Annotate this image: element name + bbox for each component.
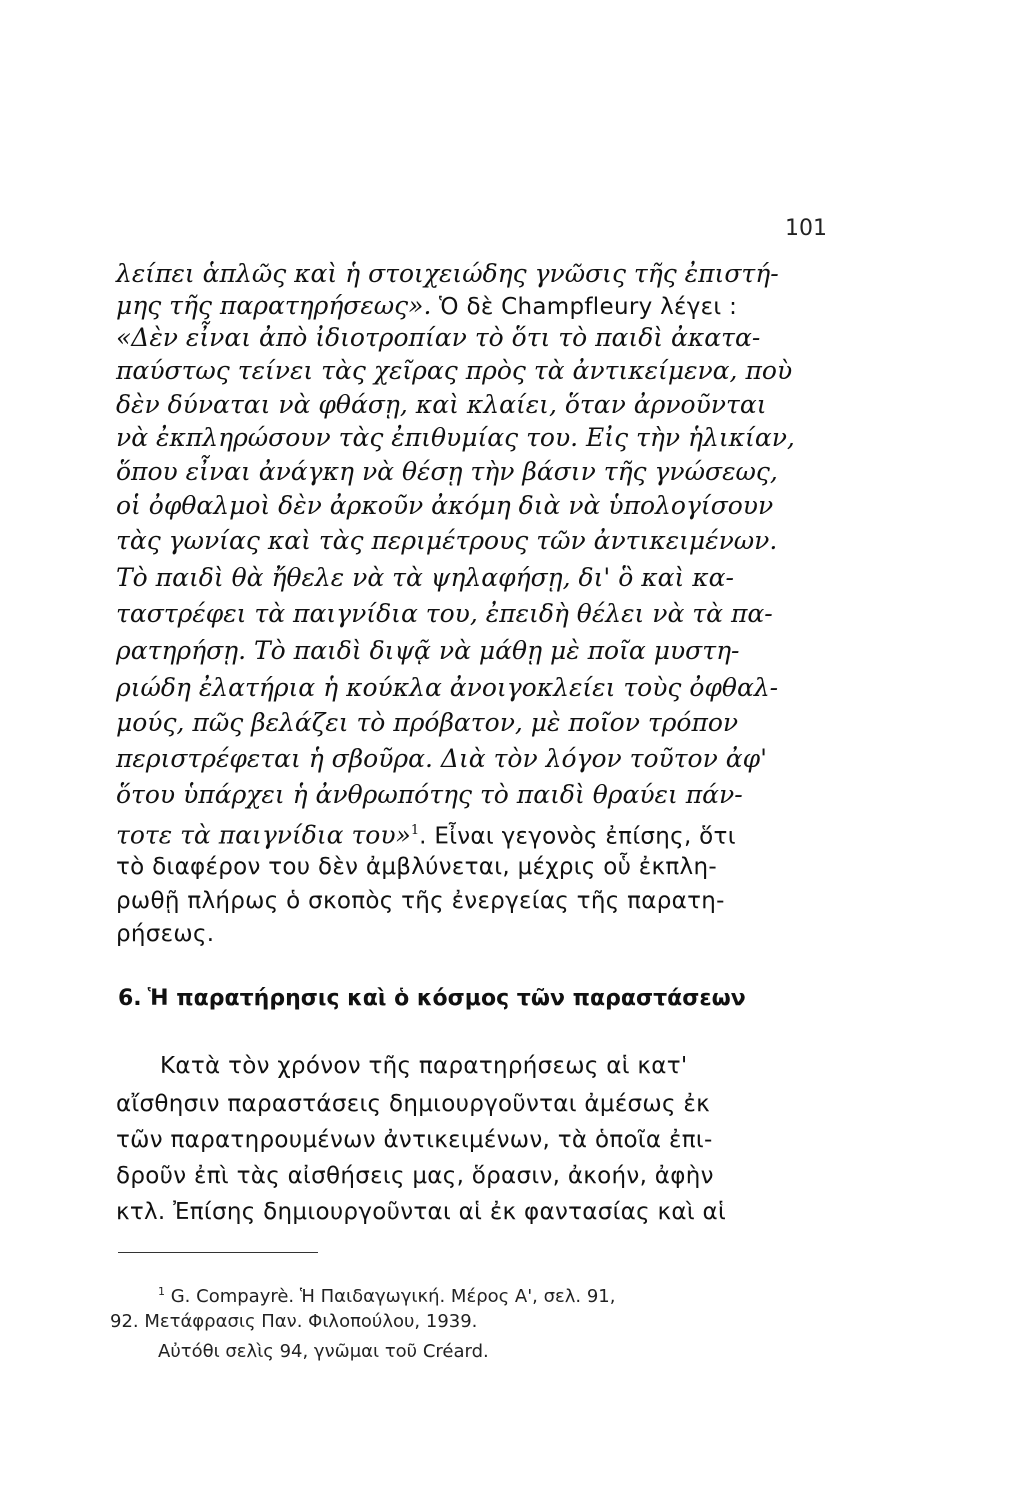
text-line: «Δὲν εἶναι ἀπὸ ἰδιοτροπίαν τὸ ὅτι τὸ παιδὶ ἀκατα- — [116, 323, 761, 352]
text-line: αἴσθησιν παραστάσεις δημιουργοῦνται ἀμέσως ἐκ — [116, 1091, 710, 1117]
text-line: ρωθῇ πλήρως ὁ σκοπὸς τῆς ἐνεργείας τῆς παρατη- — [116, 888, 725, 914]
text-line: ὅπου εἶναι ἀνάγκη νὰ θέσῃ τὴν βάσιν τῆς γνώσεως, — [116, 457, 778, 486]
footnote-line: Αὐτόθι σελὶς 94, γνῶμαι τοῦ Créard. — [158, 1341, 489, 1362]
footnote-marker: 1 — [410, 823, 420, 838]
footnote-divider — [118, 1252, 318, 1253]
text-line: τοτε τὰ παιγνίδια του»$^1$. Εἶναι γεγονὸς ἐπίσης, ὅτι — [116, 820, 736, 850]
footnote-number: 1 — [158, 1285, 165, 1298]
text-line: τὸ διαφέρον του δὲν ἀμβλύνεται, μέχρις οὗ ἐκπλη- — [116, 854, 717, 880]
text-line: ρατηρήσῃ. Τὸ παιδὶ διψᾷ νὰ μάθῃ μὲ ποῖα μυστη- — [116, 636, 740, 665]
footnote-line: $^1$ G. Compayrè. Ἡ Παιδαγωγική. Μέρος Α', σελ. 91, — [158, 1285, 616, 1307]
text-line: δροῦν ἐπὶ τὰς αἰσθήσεις μας, ὅρασιν, ἀκοήν, ἀφὴν — [116, 1163, 714, 1189]
text-line: ριώδη ἐλατήρια ἡ κούκλα ἀνοιγοκλείει τοὺς ὀφθαλ- — [116, 673, 779, 702]
section-number: 6. — [118, 986, 142, 1011]
page-number: 101 — [785, 216, 827, 241]
text-line: λείπει ἁπλῶς καὶ ἡ στοιχειώδης γνῶσις τῆς ἐπιστή- — [116, 259, 779, 288]
text-line: ὅτου ὑπάρχει ἡ ἀνθρωπότης τὸ παιδὶ θραύει πάν- — [116, 780, 743, 809]
text-line: ρήσεως. — [116, 921, 215, 947]
section-title: Ἡ παρατήρησις καὶ ὁ κόσμος τῶν παραστάσεων — [147, 986, 746, 1011]
text-line: περιστρέφεται ἡ σβοῦρα. Διὰ τὸν λόγον τοῦτον ἀφ' — [116, 744, 768, 773]
text-line: Κατὰ τὸν χρόνον τῆς παρατηρήσεως αἱ κατ' — [160, 1053, 688, 1079]
text-line: παύστως τείνει τὰς χεῖρας πρὸς τὰ ἀντικείμενα, ποὺ — [116, 356, 793, 385]
text-line: δὲν δύναται νὰ φθάσῃ, καὶ κλαίει, ὅταν ἀρνοῦνται — [116, 390, 767, 419]
text-line: τῶν παρατηρουμένων ἀντικειμένων, τὰ ὁποῖα ἐπι- — [116, 1127, 713, 1153]
section-heading — [118, 986, 746, 1011]
text-line: Τὸ παιδὶ θὰ ἤθελε νὰ τὰ ψηλαφήσῃ, δι' ὃ καὶ κα- — [116, 563, 734, 592]
footnote-line: 92. Μετάφρασις Παν. Φιλοπούλου, 1939. — [110, 1311, 478, 1332]
text-line: ταστρέφει τὰ παιγνίδια του, ἐπειδὴ θέλει νὰ τὰ πα- — [116, 599, 773, 628]
text-line: κτλ. Ἐπίσης δημιουργοῦνται αἱ ἐκ φαντασίας καὶ αἱ — [116, 1199, 727, 1225]
text-line: νὰ ἐκπληρώσουν τὰς ἐπιθυμίας του. Εἰς τὴν ἡλικίαν, — [116, 423, 795, 452]
text-line: τὰς γωνίας καὶ τὰς περιμέτρους τῶν ἀντικειμένων. — [116, 526, 778, 555]
text-line: μης τῆς παρατηρήσεως». Ὁ δὲ Champfleury λέγει : — [116, 291, 738, 320]
text-line: οἱ ὀφθαλμοὶ δὲν ἀρκοῦν ἀκόμη διὰ νὰ ὑπολογίσουν — [116, 491, 774, 520]
text-line: μούς, πῶς βελάζει τὸ πρόβατον, μὲ ποῖον τρόπον — [116, 708, 739, 737]
